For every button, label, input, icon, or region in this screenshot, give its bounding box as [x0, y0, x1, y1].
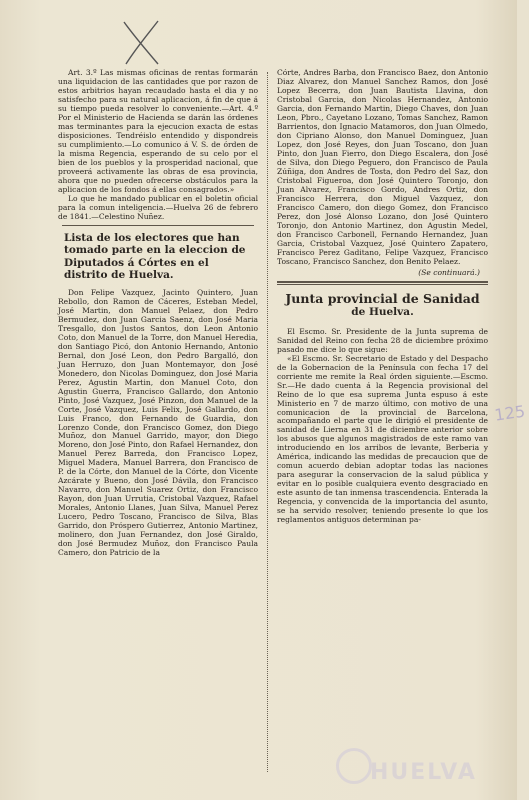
junta-paragraph-2: «El Escmo. Sr. Secretario de Estado y del Despacho de la Gobernacion de la Península con fecha 17 del corriente me remite la Real órden siguiente.—Escmo. Sr.—He dado cuenta á la Regencia provisional del Reino de lo que esa suprema Junta espuso á este Ministerio en 7 de marzo último, con motivo de una comunicacion de la provincial de Barcelona, acompañando el parte que le dirigió el presidente de sanidad de Lierna en 31 de diciembre anterior sobre los abusos que algunos magistrados de este ramo van introduciendo en los arribos de levante, Berberia y América, indicando las medidas de precaucion que de comun acuerdo debian adoptar todas las naciones para asegurar la conservacion de la salud pública y evitar en lo posible cualquiera evento desgraciado en este asunto de tan inmensa trascendencia. Enterada la Regencia, y convencida de la importancia del asunto, se ha servido resolver, teniendo presente lo que los reglamentos antiguos determinan pa-	[277, 353, 488, 525]
left-column	[58, 68, 258, 557]
watermark-seal-icon	[336, 748, 372, 784]
section-divider-double	[277, 281, 488, 285]
continuation-note: (Se continuará.)	[418, 267, 480, 277]
junta-title: Junta provincial de Sanidad	[285, 290, 480, 306]
decree-paragraph: Art. 3.º Las mismas oficinas de rentas formarán una liquidacion de las cantidades que por razon de estos arbitrios hayan recaudado hasta el dia y no satisfecho para su natural aplicacion, á fin de que á su tiempo pueda resolver lo conveniente.—Art. 4.º Por el Ministerio de Hacienda se darán las órdenes mas terminantes para la ejecucion exacta de estas disposiciones. Tendréislo entendido y dispondreis su cumplimiento.—Lo comunico á V. S. de órden de la misma Regencia, esperando de su celo por el bien de los pueblos y la prosperidad nacional, que proveerá activamente las obras de esa provincia, ahora que no pueden ofrecerse obstáculos para la aplicacion de los fondos á ellas consagrados.»	[58, 68, 258, 194]
right-column	[277, 68, 488, 524]
junta-paragraph-1: El Escmo. Sr. Presidente de la Junta suprema de Sanidad del Reino con fecha 28 de diciembre próximo pasado me dice lo que sigue:	[277, 326, 488, 354]
electors-list-continued: Córte, Andres Barba, don Francisco Baez, don Antonio Diaz Alvarez, don Manuel Sanchez Ramos, don José Lopez Becerra, don Juan Bautista Llavina, don Cristobal Garcia, don Nicolas Hernandez, Antonio Garcia, don Fernando Martin, Diego Chaves, don Juan Leon, Pbro., Cayetano Lozano, Tomas Sanchez, Ramon Barrientos, don Ignacio Matamoros, don Juan Olmedo, don Cipriano Alonso, don Manuel Dominguez, Juan Lopez, don José Reyes, don Juan Toscano, don Juan Pinto, don Juan Fierro, don Diego Escalera, don José de Silva, don Diego Peguero, don Francisco de Paula Zúñiga, don Andres de Tosta, don Pedro del Saz, don Cristobal Figueroa, don José Quintero Toronjo, don Juan Alvarez, Francisco Gordo, Andres Ortiz, don Francisco Herrera, don Miguel Vazquez, don Francisco Camero, don diego Gomez, don Francisco Perez, don José Alonso Lozano, don José Quintero Toronjo, don Antonio Martinez, don Agustin Medel, don Francisco Carbonell, Fernando Hernandez, Juan Garcia, Cristobal Vazquez, José Quintero Zapatero, Francisco Perez Gaditano, Felipe Vazquez, Francisco Toscano, Francisco Sanchez, don Benito Pelaez.	[277, 68, 488, 266]
archive-watermark: HUELVA	[370, 760, 477, 785]
electors-list-body: Don Felipe Vazquez, Jacinto Quintero, Juan Rebollo, don Ramon de Cáceres, Esteban Medel, José Martin, don Manuel Pelaez, don Pedro Bermudez, don Juan Garcia Saenz, don José Maria Tresgallo, don Justos Santos, don Leon Antonio Coto, don Manuel de la Torre, don Manuel Heredia, don Santiago Picó, don Antonio Hernando, Antonio Bernal, don José Leon, don Pedro Bargalló, don Juan Herruzo, don Juan Montemayor, don José Monedero, don Nicolas Dominguez, don José Maria Perez, Agustin Martin, don Manuel Coto, don Agustin Guerra, Francisco Gallardo, don Antonio Pinto, José Vazquez, José Pinzon, don Manuel de la Corte, José Vazquez, Luis Felix, José Gallardo, don Luis Franco, don Fernando de Guardia, don Lorenzo Conde, don Francisco Gomez, don Diego Muñoz, don Manuel Garrido, mayor, don Diego Moreno, don José Pinto, don Rafael Hernandez, don Manuel Perez Barreda, don Francisco Lopez, Miguel Madera, Manuel Barrera, don Francisco de P. de la Córte, don Manuel de la Córte, don Vicente Azcárate y Bueno, don José Dávila, don Francisco Navarro, don Manuel Suarez Ortiz, don Francisco Rayon, don Juan Urrutia, Cristobal Vazquez, Rafael Morales, Antonio Llanes, Juan Silva, Manuel Perez Lucero, Pedro Toscano, Francisco de Silva, Blas Garrido, don Próspero Gutierrez, Antonio Martinez, molinero, don Juan Fernandez, don José Giraldo, don José Bermudez Muñoz, don Francisco Paula Camero, don Patricio de la	[58, 287, 258, 558]
junta-subtitle: de Huelva.	[351, 305, 414, 318]
electors-list-title: Lista de los electores que han tomado parte en la eleccion de Diputados á Córtes en el distrito de Huelva.	[64, 231, 246, 282]
column-divider	[267, 72, 269, 772]
handwritten-cross-mark	[118, 18, 164, 68]
publication-note: Lo que he mandado publicar en el boletin oficial para la comun inteligencia.—Huelva 26 de febrero de 1841.—Celestino Nuñez.	[58, 193, 258, 221]
archive-stamp-number: 125	[493, 401, 527, 425]
section-divider	[62, 225, 254, 226]
